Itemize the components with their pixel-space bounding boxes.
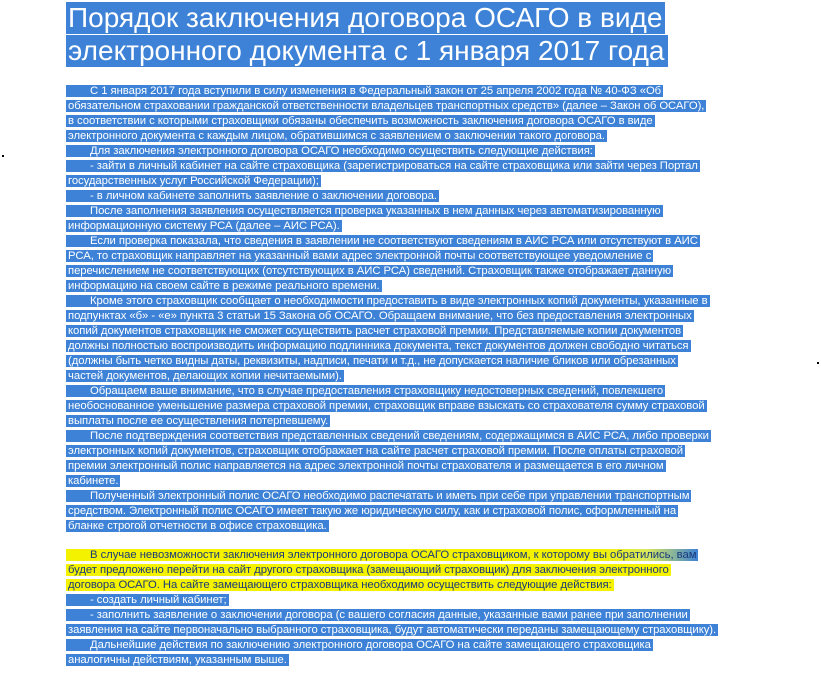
text-line: должны полностью воспроизводить информацию подлинника документа, текст документов должен свободно читаться bbox=[68, 340, 689, 352]
text-line: необоснованное уменьшение размера страховой премии, страховщик вправе взыскать со страхователя сумму страховой bbox=[68, 400, 705, 412]
text-line: После заполнения заявления осуществляется проверка указанных в нем данных через автоматизированную bbox=[66, 201, 782, 216]
text-line: информацию на своем сайте в режиме реального времени. bbox=[68, 280, 380, 292]
text-line: электронных копий документов, страховщик отображает на сайте расчет страховой премии. После оплаты страховой bbox=[68, 445, 684, 457]
text-line: - в личном кабинете заполнить заявление о заключении договора. bbox=[66, 186, 782, 201]
title-line-1: Порядок заключения договора ОСАГО в виде bbox=[66, 2, 668, 35]
text-line: После подтверждения соответствия представленных сведений сведениям, содержащимся в АИС РСА, либо проверки bbox=[66, 426, 782, 441]
stray-dot bbox=[817, 362, 819, 364]
text-line: обязательном страховании гражданской ответственности владельцев транспортных средств» (далее – Закон об ОСАГО), bbox=[68, 100, 705, 112]
stray-dot bbox=[2, 155, 4, 157]
text-line: средством. Электронный полис ОСАГО имеет такую же юридическую силу, как и страховой полис, оформленный на bbox=[68, 505, 677, 517]
text-line: В случае невозможности заключения электронного договора ОСАГО страховщиком, к которому вы обратились, вам bbox=[66, 545, 782, 560]
text-line: электронного документа с каждым лицом, обратившимся с заявлением о заключении такого договора. bbox=[68, 130, 605, 142]
text-line: заявления на сайте первоначально выбранного страховщика, будут автоматически переданы замещающему страховщику). bbox=[68, 624, 717, 636]
text-line: - создать личный кабинет; bbox=[66, 590, 782, 605]
text-line: Дальнейшие действия по заключению электронного договора ОСАГО на сайте замещающего страховщика bbox=[66, 635, 782, 650]
text-line: РСА, то страховщик направляет на указанный вами адрес электронной почты соответствующее уведомление с bbox=[68, 250, 652, 262]
paragraph-gap bbox=[66, 531, 782, 545]
text-line: будет предложено перейти на сайт другого страховщика (замещающий страховщик) для заключения электронного bbox=[68, 564, 669, 576]
text-line: выплаты после ее осуществления потерпевшему. bbox=[68, 415, 329, 427]
text-line: Для заключения электронного договора ОСАГО необходимо осуществить следующие действия: bbox=[66, 141, 782, 156]
text-line: (должны быть четко видны даты, реквизиты, надписи, печати и т.д., не допускается наличие бликов или обрезанных bbox=[68, 355, 676, 367]
text-line: государственных услуг Российской Федерации); bbox=[68, 175, 319, 187]
text-line: в соответствии с которыми страховщики обязаны обеспечить возможность заключения договора ОСАГО в виде bbox=[68, 115, 653, 127]
text-line: перечислением не соответствующих (отсутствующих в АИС РСА) сведений. Страховщик также отображает данную bbox=[68, 265, 672, 277]
text-line: кабинете. bbox=[68, 475, 119, 487]
text-line: Кроме этого страховщик сообщает о необходимости предоставить в виде электронных копий документы, указанные в bbox=[66, 291, 782, 306]
text-line: копий документов страховщик не сможет осуществить расчет страховой премии. Представляемые копии документов bbox=[68, 325, 682, 337]
text-line: Если проверка показала, что сведения в заявлении не соответствуют сведениям в АИС РСА или отсутствуют в АИС bbox=[66, 231, 782, 246]
text-line: договора ОСАГО. На сайте замещающего страховщика необходимо осуществить следующие действия: bbox=[68, 579, 612, 591]
text-line: частей документов, делающих копии нечитаемыми). bbox=[68, 370, 342, 382]
document-title bbox=[66, 2, 668, 68]
text-line: подпунктах «б» - «е» пункта 3 статьи 15 Закона об ОСАГО. Обращаем внимание, что без предоставления электронных bbox=[68, 310, 692, 322]
text-line: информационную систему РСА (далее – АИС РСА). bbox=[68, 220, 340, 232]
document-body bbox=[66, 81, 782, 665]
text-line: Обращаем ваше внимание, что в случае предоставления страховщику недостоверных сведений, повлекшего bbox=[66, 381, 782, 396]
title-line-2: электронного документа с 1 января 2017 года bbox=[66, 35, 668, 68]
text-line: С 1 января 2017 года вступили в силу изменения в Федеральный закон от 25 апреля 2002 года № 40-ФЗ «Об bbox=[66, 81, 782, 96]
text-line: - заполнить заявление о заключении договора (с вашего согласия данные, указанные вами ранее при заполнении bbox=[66, 605, 782, 620]
text-line: бланке строгой отчетности в офисе страховщика. bbox=[68, 520, 327, 532]
text-line: премии электронный полис направляется на адрес электронной почты страхователя и размещается в его личном bbox=[68, 460, 664, 472]
text-line: Полученный электронный полис ОСАГО необходимо распечатать и иметь при себе при управлении транспортным bbox=[66, 486, 782, 501]
text-line: аналогичны действиям, указанным выше. bbox=[68, 654, 287, 666]
text-line: - зайти в личный кабинет на сайте страховщика (зарегистрироваться на сайте страховщика или зайти через Портал bbox=[66, 156, 782, 171]
